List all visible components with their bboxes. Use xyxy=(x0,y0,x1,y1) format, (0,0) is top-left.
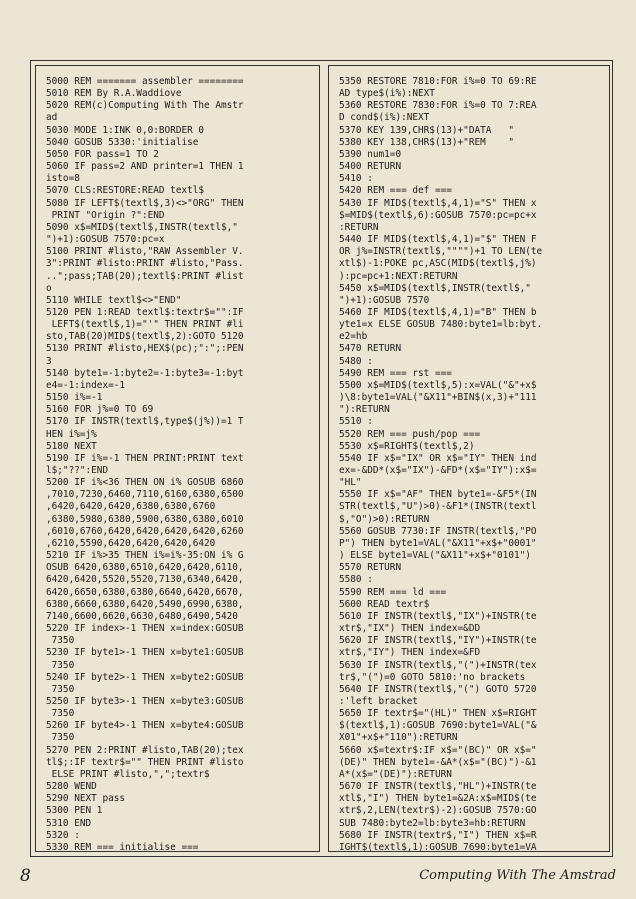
page-number: 8 xyxy=(20,866,31,886)
magazine-title: Computing With The Amstrad xyxy=(419,868,616,883)
listing-frame xyxy=(30,60,613,857)
listing-column-left xyxy=(35,65,320,852)
page-footer xyxy=(20,866,616,888)
code-listing-left: 5000 REM ======= assembler ======== 5010 REM By R.A.Waddiove 5020 REM(c)Computing With The Amstr ad 5030 MODE 1:INK 0,0:BORDER 0 5040 GOSUB 5330:'initialise 5050 FOR pass=1 TO 2 5060 IF pass=2 AND printer=1 THEN 1 isto=8 5070 CLS:RESTORE:READ textl$ 5080 IF LEFT$(textl$,3)<>"ORG" THEN PRINT "Origin ?":END 5090 x$=MID$(textl$,INSTR(textl$," ")+1):GOSUB 7570:pc=x 5100 PRINT #listo,"RAW Assembler V. 3":PRINT #listo:PRINT #listo,"Pass. ..";pass;TAB(20);textl$:PRINT #list o 5110 WHILE textl$<>"END" 5120 PEN 1:READ textl$:textr$="":IF LEFT$(textl$,1)="'" THEN PRINT #li sto,TAB(20)MID$(textl$,2):GOTO 5120 5130 PRINT #listo,HEX$(pc);":";:PEN 3 5140 byte1=-1:byte2=-1:byte3=-1:byt e4=-1:index=-1 5150 i%=-1 5160 FOR j%=0 TO 69 5170 IF INSTR(textl$,type$(j%))=1 T HEN i%=j% 5180 NEXT 5190 IF i%=-1 THEN PRINT:PRINT text l$;"??":END 5200 IF i%<36 THEN ON i% GOSUB 6860 ,7010,7230,6460,7110,6160,6380,6500 ,6420,6420,6420,6380,6380,6760 ,6380,5980,6380,5900,6380,6380,6010 ,6010,6760,6420,6420,6420,6420,6260 ,6210,5590,6420,6420,6420,6420 5210 IF i%>35 THEN i%=i%-35:ON i% G OSUB 6420,6380,6510,6420,6420,6110, 6420,6420,5520,5520,7130,6340,6420, 6420,6650,6380,6380,6640,6420,6670, 6380,6660,6380,6420,5490,6990,6380, 7140,6600,6620,6630,6480,6490,5420 5220 IF index>-1 THEN x=index:GOSUB 7350 5230 IF byte1>-1 THEN x=byte1:GOSUB 7350 5240 IF byte2>-1 THEN x=byte2:GOSUB 7350 5250 IF byte3>-1 THEN x=byte3:GOSUB 7350 5260 IF byte4>-1 THEN x=byte4:GOSUB 7350 5270 PEN 2:PRINT #listo,TAB(20);tex tl$;:IF textr$="" THEN PRINT #listo ELSE PRINT #listo,",";textr$ 5280 WEND 5290 NEXT pass 5300 PEN 1 5310 END 5320 : 5330 REM === initialise === xyxy=(46,76,244,852)
listing-column-right xyxy=(328,65,610,852)
code-listing-right: 5350 RESTORE 7810:FOR i%=0 TO 69:RE AD type$(i%):NEXT 5360 RESTORE 7830:FOR i%=0 TO 7:REA D cond$(i%):NEXT 5370 KEY 139,CHR$(13)+"DATA " 5380 KEY 138,CHR$(13)+"REM " 5390 num1=0 5400 RETURN 5410 : 5420 REM === def === 5430 IF MID$(textl$,4,1)="S" THEN x $=MID$(textl$,6):GOSUB 7570:pc=pc+x :RETURN 5440 IF MID$(textl$,4,1)="$" THEN F OR j%=INSTR(textl$,"""")+1 TO LEN(te xtl$)-1:POKE pc,ASC(MID$(textl$,j%) ):pc=pc+1:NEXT:RETURN 5450 x$=MID$(textl$,INSTR(textl$," ")+1):GOSUB 7570 5460 IF MID$(textl$,4,1)="B" THEN b yte1=x ELSE GOSUB 7480:byte1=lb:byt. e2=hb 5470 RETURN 5480 : 5490 REM === rst === 5500 x$=MID$(textl$,5):x=VAL("&"+x$ )\8:byte1=VAL("&X11"+BIN$(x,3)+"111 "):RETURN 5510 : 5520 REM === push/pop === 5530 x$=RIGHT$(textl$,2) 5540 IF x$="IX" OR x$="IY" THEN ind ex=-&DD*(x$="IX")-&FD*(x$="IY"):x$= "HL" 5550 IF x$="AF" THEN byte1=-&F5*(IN STR(textl$,"U")>0)-&F1*(INSTR(textl $,"O")>0):RETURN 5560 GOSUB 7730:IF INSTR(textl$,"PO P") THEN byte1=VAL("&X11"+x$+"0001" ) ELSE byte1=VAL("&X11"+x$+"0101") 5570 RETURN 5580 : 5590 REM === ld === 5600 READ textr$ 5610 IF INSTR(textl$,"IX")+INSTR(te xtr$,"IX") THEN index=&DD 5620 IF INSTR(textl$,"IY")+INSTR(te xtr$,"IY") THEN index=&FD 5630 IF INSTR(textl$,"(")+INSTR(tex tr$,"(")=0 GOTO 5810:'no brackets 5640 IF INSTR(textl$,"(") GOTO 5720 :'left bracket 5650 IF textr$="(HL)" THEN x$=RIGHT $(textl$,1):GOSUB 7690:byte1=VAL("& X01"+x$+"110"):RETURN 5660 x$=textr$:IF x$="(BC)" OR x$=" (DE)" THEN byte1=-&A*(x$="(BC)")-&1 A*(x$="(DE)"):RETURN 5670 IF INSTR(textl$,"HL")+INSTR(te xtl$,"I") THEN byte1=&2A:x$=MID$(te xtr$,2,LEN(textr$)-2):GOSUB 7570:GO SUB 7480:byte2=lb:byte3=hb:RETURN 5680 IF INSTR(textr$,"I") THEN x$=R IGHT$(textl$,1):GOSUB 7690:byte1=VA xyxy=(339,76,543,852)
